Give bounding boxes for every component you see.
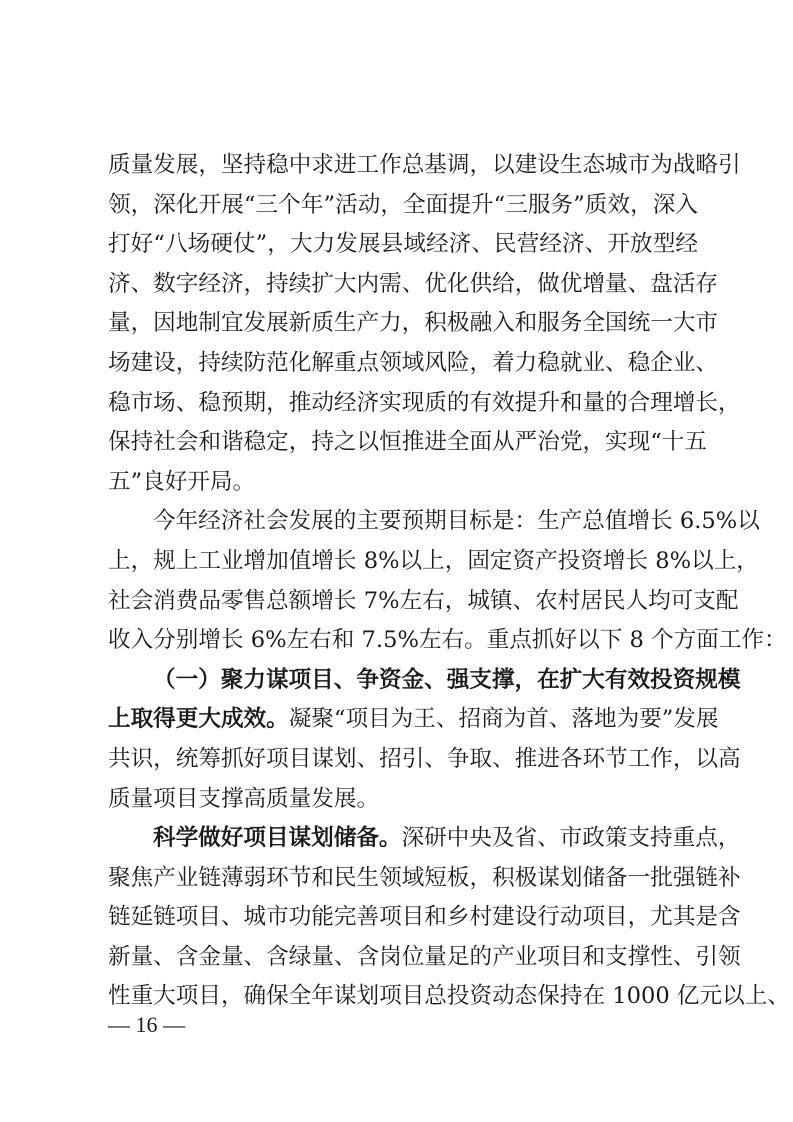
text-line: 社会消费品零售总额增长 7%左右，城镇、农村居民人均可支配 (108, 587, 739, 614)
text-line: 聚焦产业链薄弱环节和民生领域短板，积极谋划储备一批强链补 (108, 864, 741, 891)
text-line: 保持社会和谐稳定，持之以恒推进全面从严治党，实现“十五 (108, 429, 707, 456)
body-text (108, 146, 790, 1017)
section-heading: （一）聚力谋项目、争资金、强支撑，在扩大有效投资规模 (153, 666, 741, 693)
text-line: 济、数字经济，持续扩大内需、优化供给，做优增量、盘活存 (108, 270, 719, 297)
text-line: 五”良好开局。 (108, 468, 256, 495)
paragraph-project-planning (108, 819, 790, 1017)
text-line: 性重大项目，确保全年谋划项目总投资动态保持在 1000 亿元以上、 (108, 983, 790, 1010)
text-line (108, 661, 741, 701)
text-line: 链延链项目、城市功能完善项目和乡村建设行动项目，尤其是含 (108, 904, 741, 931)
text-line (108, 819, 741, 859)
text-line: 领，深化开展“三个年”活动，全面提升“三服务”质效，深入 (108, 191, 698, 218)
paragraph-section-one (108, 661, 741, 819)
text-line: 今年经济社会发展的主要预期目标是：生产总值增长 6.5%以 (153, 508, 760, 535)
paragraph-expected-targets (108, 502, 787, 660)
text-run: 深研中央及省、市政策支持重点， (401, 825, 741, 852)
text-line: 收入分别增长 6%左右和 7.5%左右。重点抓好以下 8 个方面工作： (108, 627, 787, 654)
page-number: — 16 — (108, 1012, 185, 1037)
text-line: 量，因地制宜发展新质生产力，积极融入和服务全国统一大市 (108, 310, 719, 337)
subsection-heading: 科学做好项目谋划储备。 (153, 825, 402, 852)
text-line (108, 700, 719, 740)
text-line: 新量、含金量、含绿量、含岗位量足的产业项目和支撑性、引领 (108, 943, 741, 970)
text-line: 场建设，持续防范化解重点领域风险，着力稳就业、稳企业、 (108, 349, 719, 376)
text-line: 稳市场、稳预期，推动经济实现质的有效提升和量的合理增长， (108, 389, 741, 416)
text-line: 上，规上工业增加值增长 8%以上，固定资产投资增长 8%以上， (108, 547, 759, 574)
text-run: 凝聚“项目为王、招商为首、落地为要”发展 (288, 706, 719, 733)
text-line: 共识，统筹抓好项目谋划、招引、争取、推进各环节工作，以高 (108, 745, 741, 772)
paragraph-development-principles (108, 146, 741, 502)
text-line: 打好“八场硬仗”，大力发展县域经济、民营经济、开放型经 (108, 231, 698, 258)
text-line: 质量发展，坚持稳中求进工作总基调，以建设生态城市为战略引 (108, 152, 741, 178)
text-line: 质量项目支撑高质量发展。 (108, 785, 380, 812)
section-heading-end: 上取得更大成效。 (108, 706, 289, 733)
